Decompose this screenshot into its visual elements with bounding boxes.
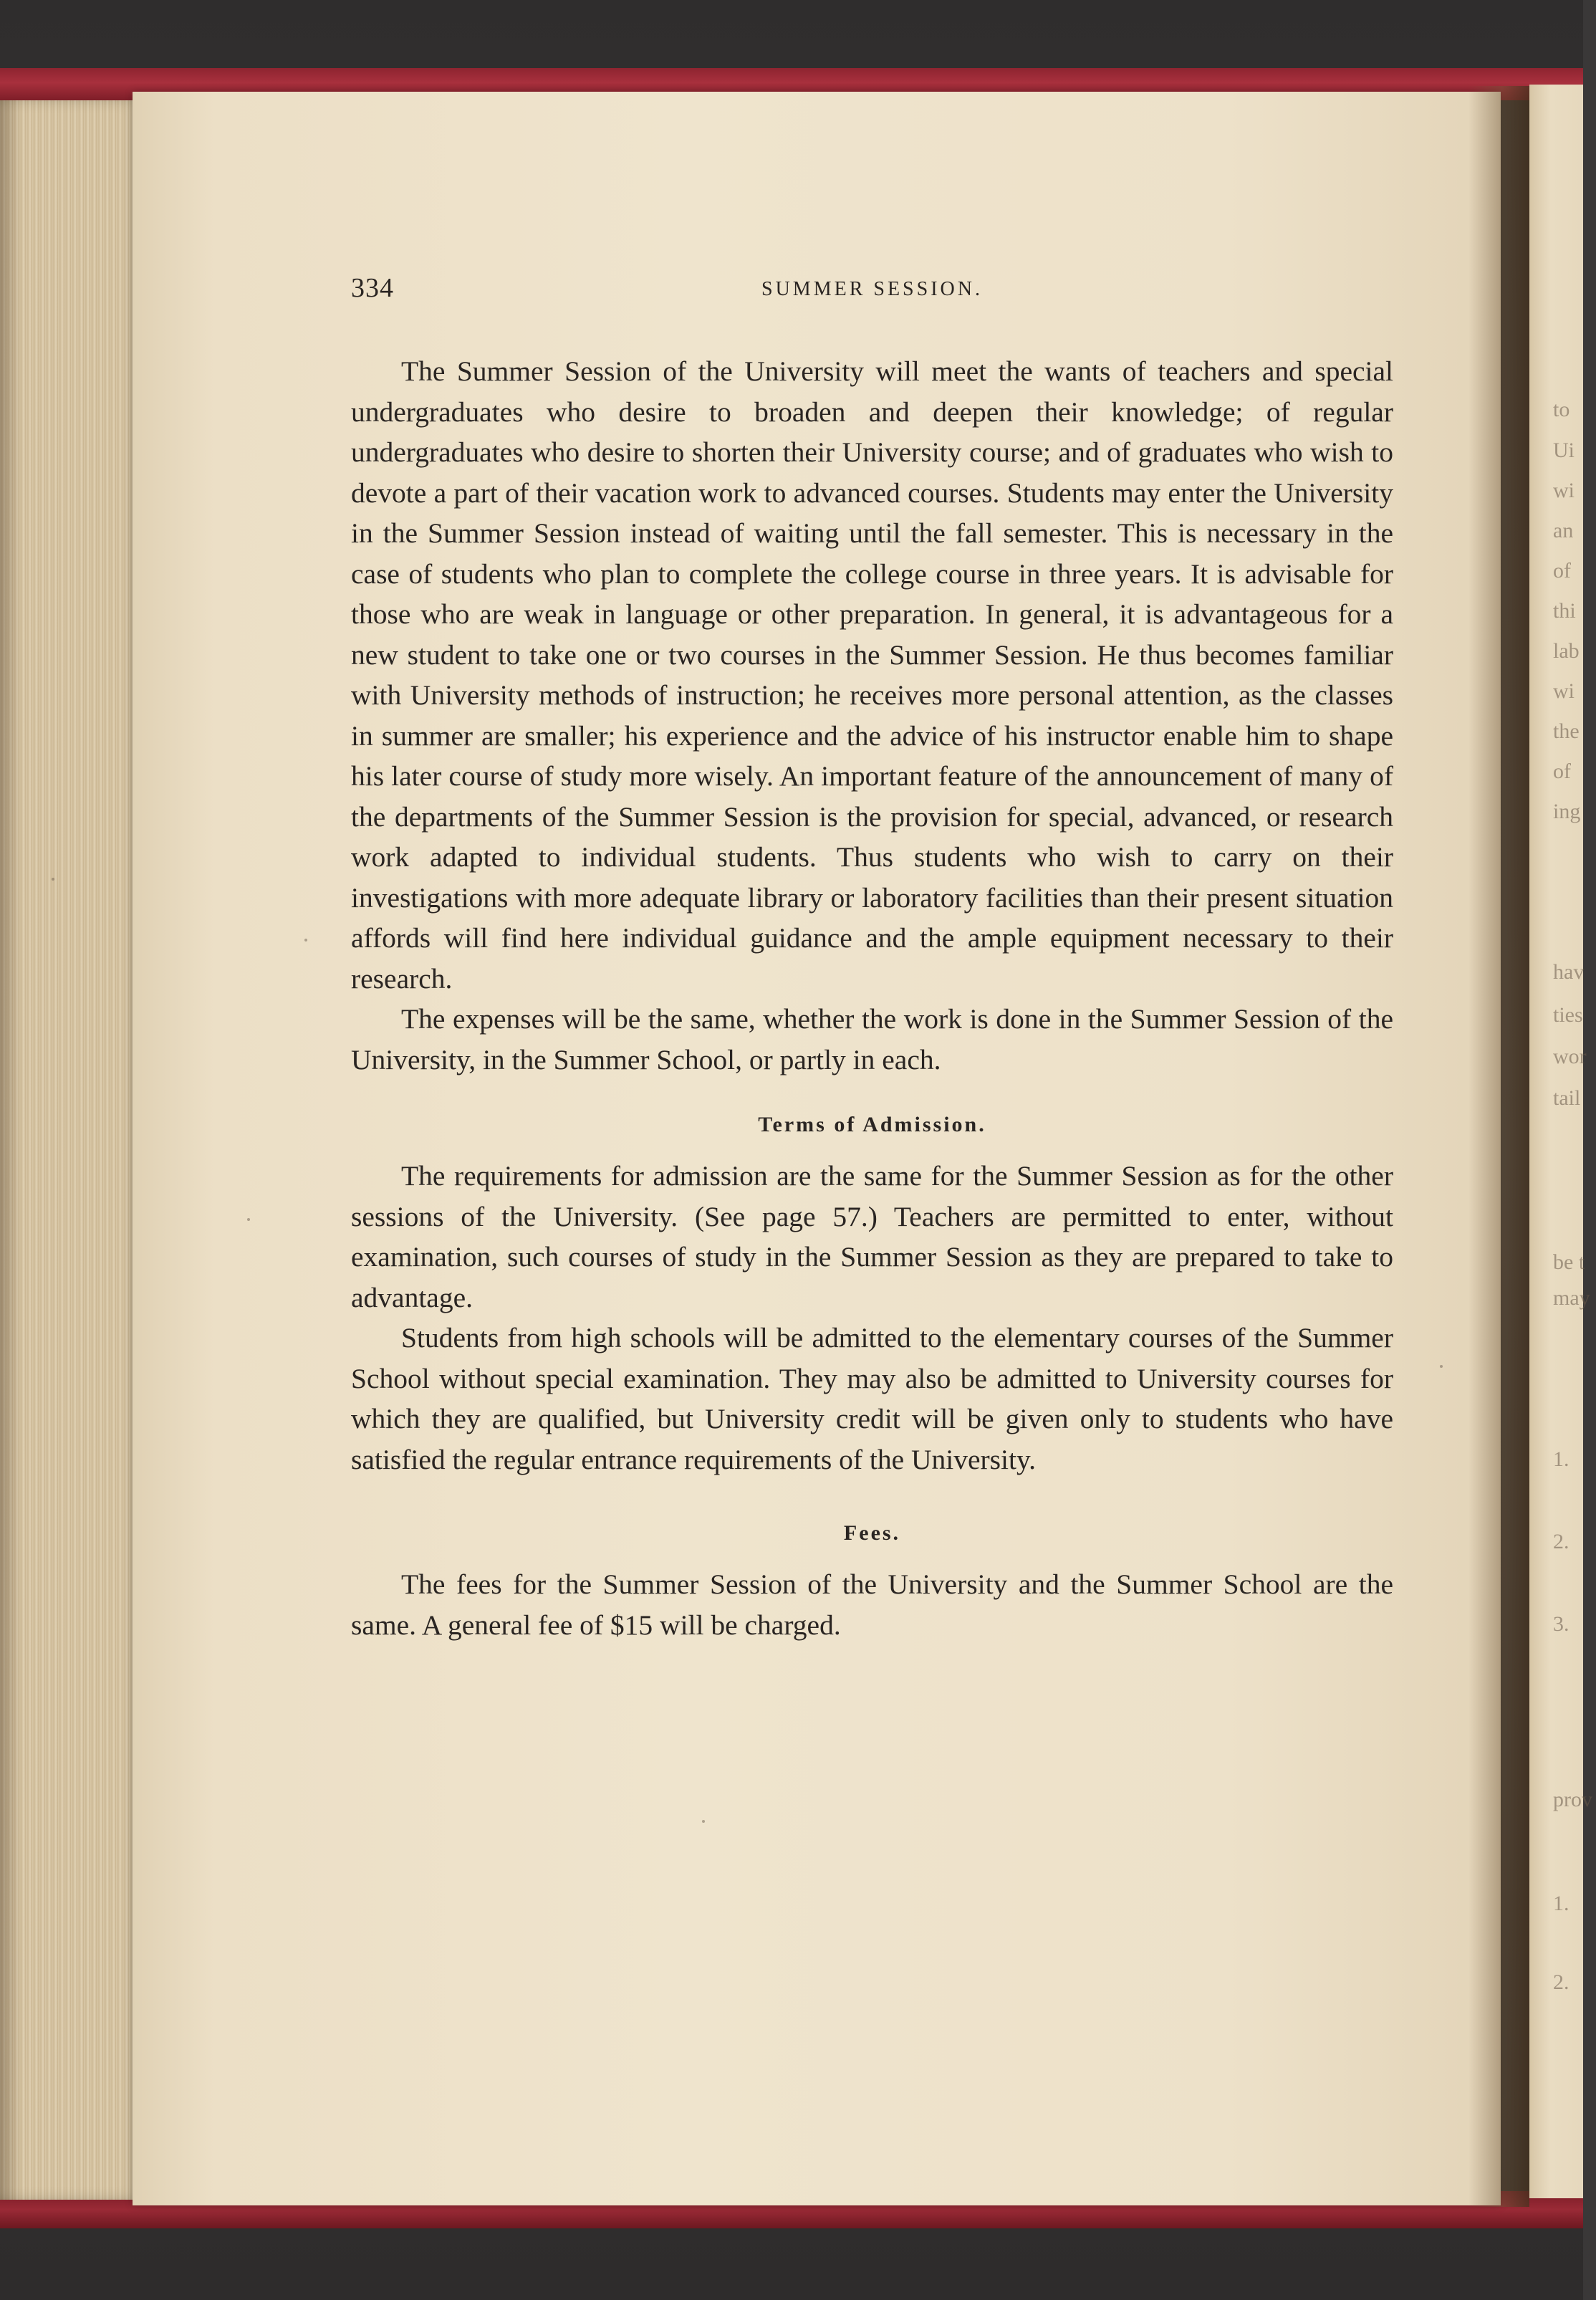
page-edges [0,100,143,2200]
facing-page-fragment: be t [1553,1250,1585,1274]
facing-page-fragment: may [1553,1286,1590,1310]
paper-speck [304,939,307,941]
facing-page-fragment: Ui [1553,439,1575,462]
facing-page-fragment: 1. [1553,1447,1569,1471]
paper-speck [702,1820,705,1823]
paragraph-expenses: The expenses will be the same, whether the work is done in the Summer Session of the University, in the Summer School, or partly in each. [351,1003,1393,1075]
facing-page-fragment: of [1553,760,1571,783]
page-edges-shadow [0,100,21,2200]
page-gutter [1468,86,1529,2207]
running-title: SUMMER SESSION. [761,278,983,300]
facing-page-fragment: 2. [1553,1530,1569,1553]
facing-page-fragment: hav [1553,960,1585,984]
paragraph-fees: The fees for the Summer Session of the University and the Summer School are the same. A general fee of $15 will be charged. [351,1568,1393,1641]
facing-page-fragment: wi [1553,679,1575,703]
facing-page-fragment: ties [1553,1003,1583,1027]
facing-page-fragment: 2. [1553,1970,1569,1994]
facing-page-fragment: 3. [1553,1612,1569,1636]
facing-page-fragment: thi [1553,599,1576,623]
heading-terms-of-admission: Terms of Admission. [758,1113,986,1136]
page-content [351,272,1393,1645]
facing-page-fragment: the [1553,719,1580,743]
facing-page-fragment: ing [1553,800,1581,823]
paragraph-admission-requirements: The requirements for admission are the same for the Summer Session as for the other sessions of the University. (See page 57.) Teachers are permitted to enter, without examination, such courses of study in the Summer Session as they are prepared to take to advantage. [351,1160,1393,1313]
facing-page-fragment: prov [1553,1788,1592,1811]
facing-page-fragment: to [1553,398,1570,421]
facing-page-fragment: lab [1553,639,1580,663]
facing-page-fragment: wi [1553,479,1575,502]
heading-fees: Fees. [843,1521,901,1545]
facing-page-fragment: 1. [1553,1892,1569,1915]
paragraph-summer-session-purpose: The Summer Session of the University will meet the wants of teachers and special undergraduates who desire to broaden and deepen their knowledge; of regular undergraduates who desire to shorten their University course; and of graduates who wish to devote a part of their vacation work to advanced courses. Students may enter the University in the Summer Session instead of waiting until the fall semester. This is necessary in the case of students who plan to complete the college course in three years. It is advisable for those who are weak in language or other preparation. In general, it is advantageous for a new student to take one or two courses in the Summer Session. He thus becomes familiar with University methods of instruction; he receives more personal attention, as the classes in summer are smaller; his experience and the advice of his instructor enable him to shape his later course of study more wisely. An important feature of the announcement of many of the departments of the Summer Session is the provision for special, advanced, or research work adapted to individual students. Thus students who wish to carry on their investigations with more adequate library or laboratory facilities than their present situation affords will find here individual guidance and the ample equipment necessary to their research. [351,355,1393,995]
running-head [351,272,1393,315]
facing-page-fragment: of [1553,559,1571,583]
facing-page-fragment: wor [1553,1045,1587,1068]
paragraph-high-school-students: Students from high schools will be admitted to the elementary courses of the Summer School without special examination. They may also be admitted to University courses for which they are qualified, but University credit will be given only to students who have satisfied the regular entrance requirements of the University. [351,1322,1393,1475]
paper-speck [52,878,54,881]
facing-page-fragment: an [1553,519,1574,542]
paper-speck [1440,1365,1443,1368]
facing-page-fragment: tail [1553,1086,1581,1110]
body-text [351,351,1393,1645]
paper-speck [247,1218,250,1221]
page-number: 334 [351,273,394,303]
